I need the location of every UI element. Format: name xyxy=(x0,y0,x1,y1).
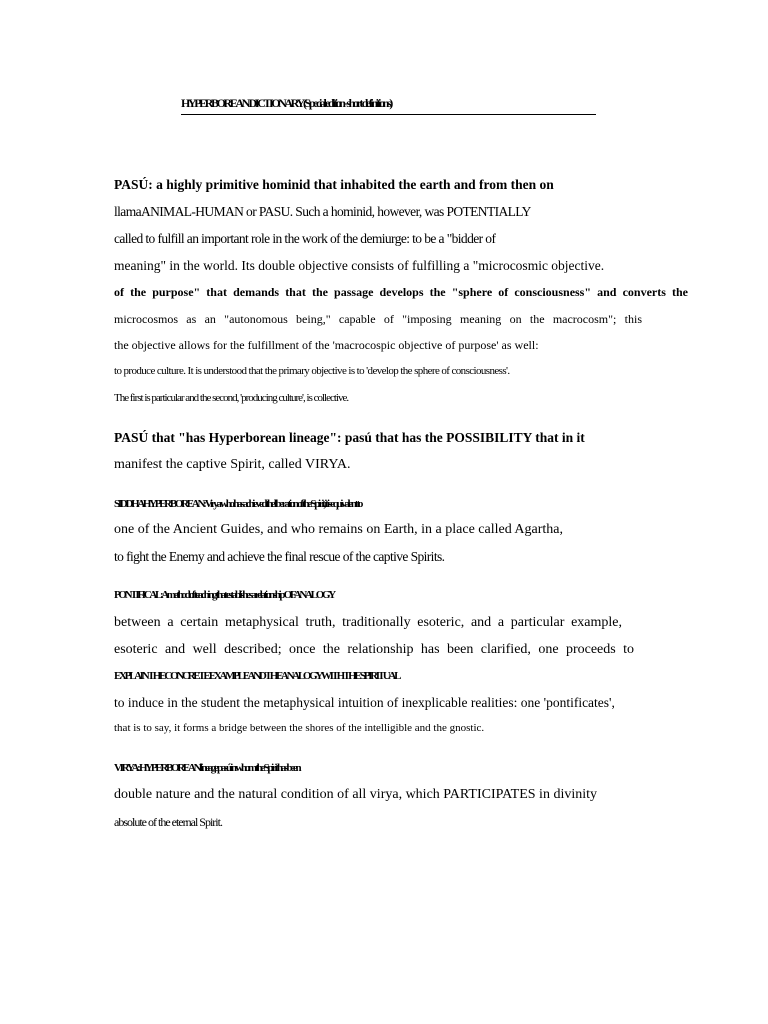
pasu-line-5: of the purpose" that demands that the passage develops the "sphere of consciousness" and converts the xyxy=(114,285,688,299)
pontifical-sub-heading: EXPLAIN THE CONCRETE EXAMPLE AND THE ANALOGY WITH THE SPIRITUAL xyxy=(114,670,400,682)
pontifical-heading: PONTIFICAL: A method of teaching that establishes a relationship OF ANALOGY xyxy=(114,589,334,601)
pontifical-line-2: esoteric and well described; once the relationship has been clarified, one proceeds to xyxy=(114,642,634,657)
pontifical-line-3: to induce in the student the metaphysical intuition of inexplicable realities: one 'pontificates', xyxy=(114,695,615,710)
pasu-line-4: meaning" in the world. Its double objective consists of fulfilling a "microcosmic objective. xyxy=(114,258,605,273)
virya-heading: VIRYA: HYPERBOREAN lineage pasú in whom the Spirit has been xyxy=(114,762,300,774)
siddha-heading: SIDDHA HYPERBOREAN: Virya who has achieved the liberation of the Spirit, it is equivalent to xyxy=(114,498,362,510)
pontifical-line-1: between a certain metaphysical truth, traditionally esoteric, and a particular example, xyxy=(114,615,622,630)
pasu-line-6: microcosmos as an "autonomous being," capable of "imposing meaning on the macrocosm"; this xyxy=(114,312,642,326)
virya-line-1: double nature and the natural condition of all virya, which PARTICIPATES in divinity xyxy=(114,787,598,802)
document-title: HYPERBOREAN DICTIONARY (Special edition - short definitions) xyxy=(181,95,596,115)
pasu-line-3: called to fulfill an important role in the work of the demiurge: to be a "bidder of xyxy=(114,231,496,246)
pasu-line-7: the objective allows for the fulfillment of the 'macrocospic objective of purpose' as well: xyxy=(114,338,539,352)
pasu-lineage-line-1: PASÚ that "has Hyperborean lineage": pasú that has the POSSIBILITY that in it xyxy=(114,430,585,445)
pasu-line-9: The first is particular and the second, 'producing culture', is collective. xyxy=(114,392,349,404)
pasu-lineage-line-2: manifest the captive Spirit, called VIRYA. xyxy=(114,457,351,472)
pasu-line-2: llamaANIMAL-HUMAN or PASU. Such a hominid, however, was POTENTIALLY xyxy=(114,204,531,219)
pasu-line-8: to produce culture. It is understood that the primary objective is to 'develop the sphere of consciousness'. xyxy=(114,365,510,377)
siddha-line-1: one of the Ancient Guides, and who remains on Earth, in a place called Agartha, xyxy=(114,522,564,537)
pasu-line-1: PASÚ: a highly primitive hominid that inhabited the earth and from then on xyxy=(114,177,554,192)
virya-line-2: absolute of the eternal Spirit. xyxy=(114,815,222,829)
pontifical-line-4: that is to say, it forms a bridge between the shores of the intelligible and the gnostic. xyxy=(114,722,485,734)
siddha-line-2: to fight the Enemy and achieve the final rescue of the captive Spirits. xyxy=(114,549,445,564)
